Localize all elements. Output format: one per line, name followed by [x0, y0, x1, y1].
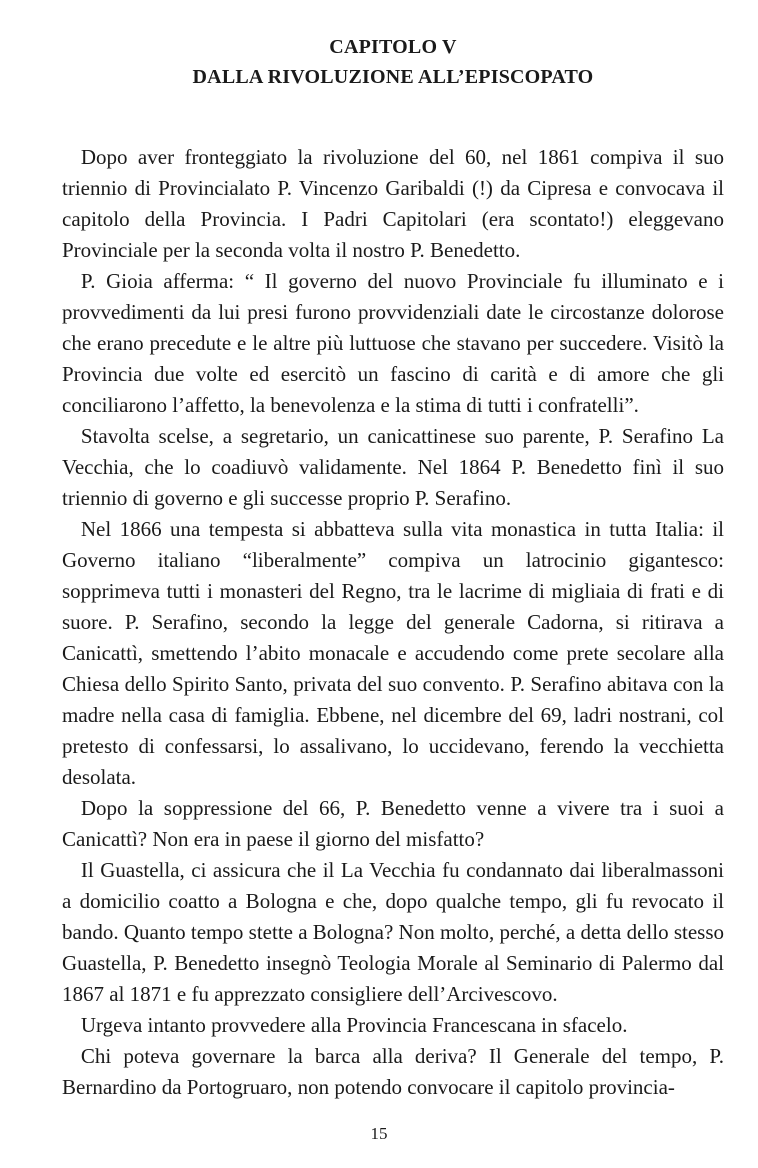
paragraph: Nel 1866 una tempesta si abbatteva sulla vita monastica in tutta Italia: il Governo italiano “liberalmente” compiva un latrocinio gigantesco: sopprimeva tutti i monasteri del Regno, tra le lacrime di migliaia di frati e di suore. P. Serafino, secondo la legge del generale Cadorna, si ritirava a Canicattì, smettendo l’abito monacale e accudendo come prete secolare alla Chiesa dello Spirito Santo, privata del suo convento. P. Serafino abitava con la madre nella casa di famiglia. Ebbene, nel dicembre del 69, ladri nostrani, col pretesto di confessarsi, lo assalivano, lo uccidevano, ferendo la vecchietta desolata.: [62, 517, 724, 789]
chapter-number: CAPITOLO V: [329, 36, 457, 58]
chapter-body: [62, 142, 724, 1103]
paragraph: Stavolta scelse, a segretario, un canicattinese suo parente, P. Serafino La Vecchia, che lo coadiuvò validamente. Nel 1864 P. Benedetto finì il suo triennio di governo e gli successe proprio P. Serafino.: [62, 424, 724, 510]
chapter-title: DALLA RIVOLUZIONE ALL’EPISCOPATO: [192, 66, 594, 88]
document-page: [62, 32, 724, 1103]
paragraph: Il Guastella, ci assicura che il La Vecchia fu condannato dai liberalmassoni a domicilio coatto a Bologna e che, dopo qualche tempo, gli fu revocato il bando. Quanto tempo stette a Bologna? Non molto, perché, a detta dello stesso Guastella, P. Benedetto insegnò Teologia Morale al Seminario di Palermo dal 1867 al 1871 e fu apprezzato consigliere dell’Arcivescovo.: [62, 858, 724, 1006]
paragraph: Urgeva intanto provvedere alla Provincia Francescana in sfacelo.: [80, 1013, 628, 1037]
paragraph: P. Gioia afferma: “ Il governo del nuovo Provinciale fu illuminato e i provvedimenti da lui presi furono provvidenziali date le circostanze dolorose che erano precedute e le altre più luttuose che stavano per succedere. Visitò la Provincia due volte ed esercitò un fascino di carità e di amore che gli conciliarono l’affetto, la benevolenza e la stima di tutti i confratelli”.: [62, 269, 724, 417]
paragraph: Dopo aver fronteggiato la rivoluzione del 60, nel 1861 compiva il suo triennio di Provincialato P. Vincenzo Garibaldi (!) da Cipresa e convocava il capitolo della Provincia. I Padri Capitolari (era scontato!) eleggevano Provinciale per la seconda volta il nostro P. Benedetto.: [62, 145, 724, 262]
paragraph: Chi poteva governare la barca alla deriva? Il Generale del tempo, P. Bernardino da Portogruaro, non potendo convocare il capitolo provincia-: [62, 1044, 724, 1099]
page-number: 15: [370, 1124, 388, 1143]
paragraph: Dopo la soppressione del 66, P. Benedetto venne a vivere tra i suoi a Canicattì? Non era in paese il giorno del misfatto?: [62, 796, 724, 851]
